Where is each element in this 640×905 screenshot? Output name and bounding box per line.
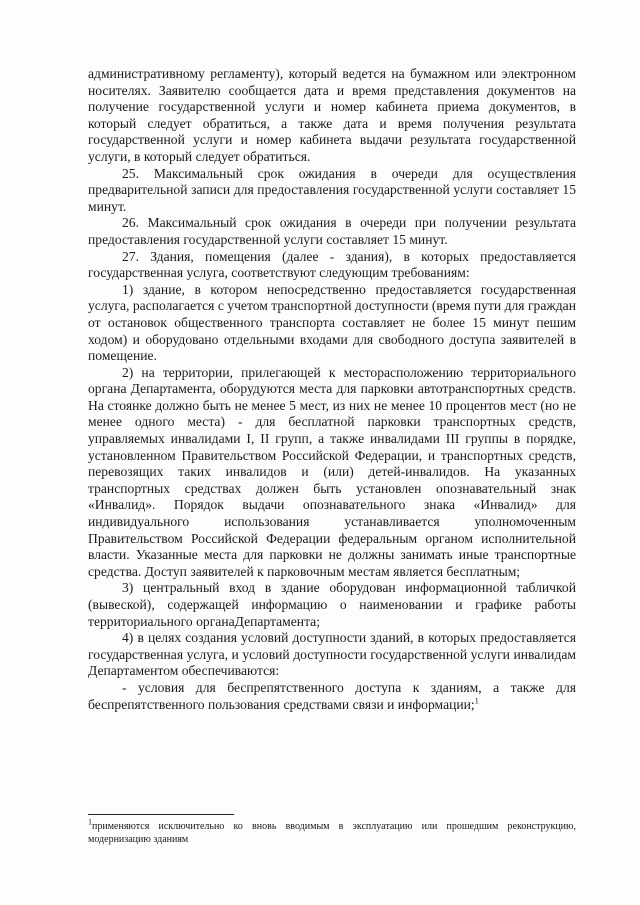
- footnote-text: применяются исключительно ко вновь вводимым в эксплуатацию или прошедшим реконструкцию, модернизацию зданиям: [88, 821, 576, 845]
- paragraph-27-item-1: 1) здание, в котором непосредственно предоставляется государственная услуга, располагается с учетом транспортной доступности (время пути для граждан от остановок общественного транспорта составляет не более 15 минут пешим ходом) и оборудовано отдельными входами для свободного доступа заявителей в помещение.: [88, 281, 576, 364]
- footnote-separator: [88, 814, 234, 815]
- paragraph-27-item-3: 3) центральный вход в здание оборудован информационной табличкой (вывеской), содержащей информацию о наименовании и графике работы территориального органаДепартамента;: [88, 580, 576, 629]
- paragraph-27: 27. Здания, помещения (далее - здания), в которых предоставляется государственная услуга, соответствуют следующим требованиям:: [88, 248, 576, 281]
- paragraph-27-item-4-dash: [88, 680, 576, 713]
- paragraph-27-item-2: 2) на территории, прилегающей к месторасположению территориального органа Департамента, оборудуются места для парковки автотранспортных средств. На стоянке должно быть не менее 5 мест, из них не менее 10 процентов мест (но не менее одного места) - для бесплатной парковки транспортных средств, управляемых инвалидами I, II групп, а также инвалидами III группы в порядке, установленном Правительством Российской Федерации, и транспортных средств, перевозящих таких инвалидов и (или) детей-инвалидов. На указанных транспортных средствах должен быть установлен опознавательный знак «Инвалид». Порядок выдачи опознавательного знака «Инвалид» для индивидуального использования устанавливается уполномоченным Правительством Российской Федерации федеральным органом исполнительной власти. Указанные места для парковки не должны занимать иные транспортные средства. Доступ заявителей к парковочным местам является бесплатным;: [88, 364, 576, 579]
- footnote-mark: 1: [88, 817, 92, 827]
- paragraph-27-item-4: 4) в целях создания условий доступности зданий, в которых предоставляется государственная услуга, и условий доступности государственной услуги инвалидам Департаментом обеспечиваются:: [88, 630, 576, 679]
- paragraph-26: 26. Максимальный срок ожидания в очереди при получении результата предоставления государственной услуги составляет 15 минут.: [88, 215, 576, 247]
- paragraph-27-item-4-dash-text: - условия для беспрепятственного доступа к зданиям, а также для беспрепятственного пользования средствами связи и информации;: [88, 679, 576, 712]
- document-body: [88, 66, 576, 713]
- footnote: [88, 817, 576, 846]
- paragraph-continuation: административному регламенту), который ведется на бумажном или электронном носителях. Заявителю сообщается дата и время представления документов на получение государственной услуги и номер кабинета приема документов, в который следует обратиться, а также дата и время получения результата государственной услуги и номер кабинета выдачи результата государственной услуги, в который следует обратиться.: [88, 66, 576, 164]
- footnote-reference: 1: [474, 696, 479, 706]
- paragraph-25: 25. Максимальный срок ожидания в очереди для осуществления предварительной записи для предоставления государственной услуги составляет 15 минут.: [88, 165, 576, 214]
